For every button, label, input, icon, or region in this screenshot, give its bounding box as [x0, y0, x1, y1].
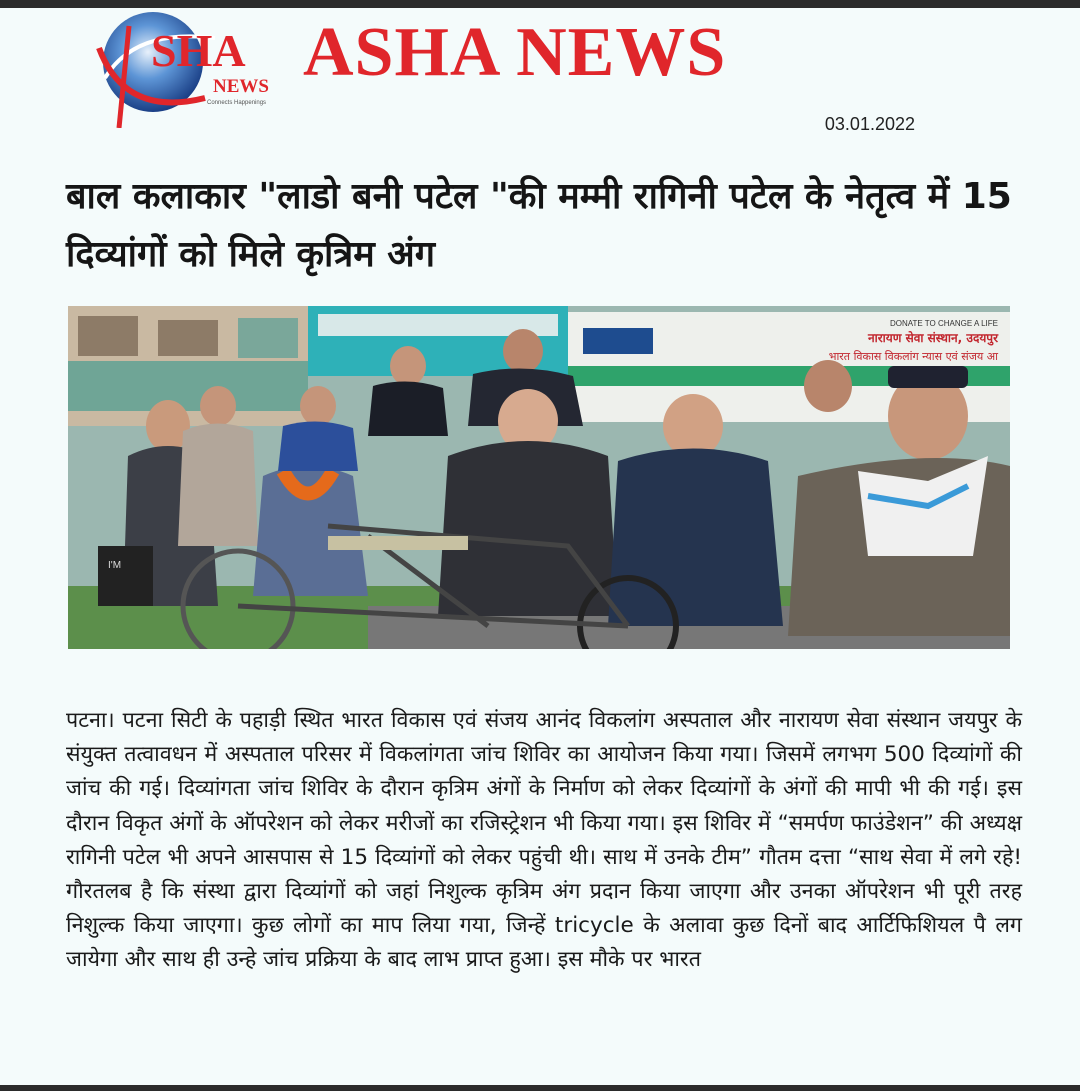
bag-text: I'M: [108, 560, 122, 571]
publish-date: 03.01.2022: [824, 114, 915, 134]
bottom-border: [0, 1085, 1080, 1091]
masthead: [95, 8, 815, 133]
logo-letters: SHA: [151, 25, 246, 76]
news-page: [0, 8, 1080, 1085]
logo-tagline: Connects Happenings: [207, 100, 267, 106]
logo-sub: NEWS: [213, 76, 269, 97]
asha-news-logo: [95, 8, 295, 128]
banner-line-3: भारत विकास विकलांग न्यास एवं संजय आ: [828, 350, 998, 363]
article-photo: [68, 306, 1010, 649]
banner-line-2: नारायण सेवा संस्थान, उदयपुर: [867, 331, 998, 345]
brand-title: ASHA NEWS: [303, 14, 727, 91]
globe-logo-icon: [95, 8, 295, 128]
bag: [98, 546, 153, 606]
article-body: पटना। पटना सिटी के पहाड़ी स्थित भारत विकास एवं संजय आनंद विकलांग अस्पताल और नारायण सेवा संस्थान जयपुर के संयुक्त तत्वावधन में अस्पताल परिसर में विकलांगता जांच शिविर का आयोजन किया गया। जिसमें लगभग 500 दिव्यांगों की जांच की गई। दिव्यांगता जांच शिविर के दौरान कृत्रिम अंगों के निर्माण को लेकर दिव्यांगों के अंगों की मापी भी की गई। इस दौरान विकृत अंगों के ऑपरेशन को लेकर मरीजों का रजिस्ट्रेशन भी किया गया। इस शिविर में “समर्पण फाउंडेशन” की अध्यक्ष रागिनी पटेल भी अपने आसपास से 15 दिव्यांगों को लेकर पहुंची थी। साथ में उनके टीम” गौतम दत्ता “साथ सेवा में लगे रहे! गौरतलब है कि संस्था द्वारा दिव्यांगों को जहां निशुल्क कृत्रिम अंग प्रदान किया जाएगा और उनका ऑपरेशन भी पूरी तरह निशुल्क किया जाएगा। कुछ लोगों का माप लिया गया, जिन्हें tricycle के अलावा कुछ दिनों बाद आर्टिफिशियल पै लग जायेगा और साथ ही उन्हे जांच प्रक्रिया के बाद लाभ प्राप्त हुआ। इस मौके पर भारत: [66, 708, 1022, 973]
article-headline: बाल कलाकार "लाडो बनी पटेल "की मम्मी रागिनी पटेल के नेतृत्व में 15 दिव्यांगों को मिले कृत्रिम अंग: [66, 176, 1012, 275]
banner-line-1: DONATE TO CHANGE A LIFE: [889, 319, 998, 328]
photo-scene: [68, 306, 1010, 649]
